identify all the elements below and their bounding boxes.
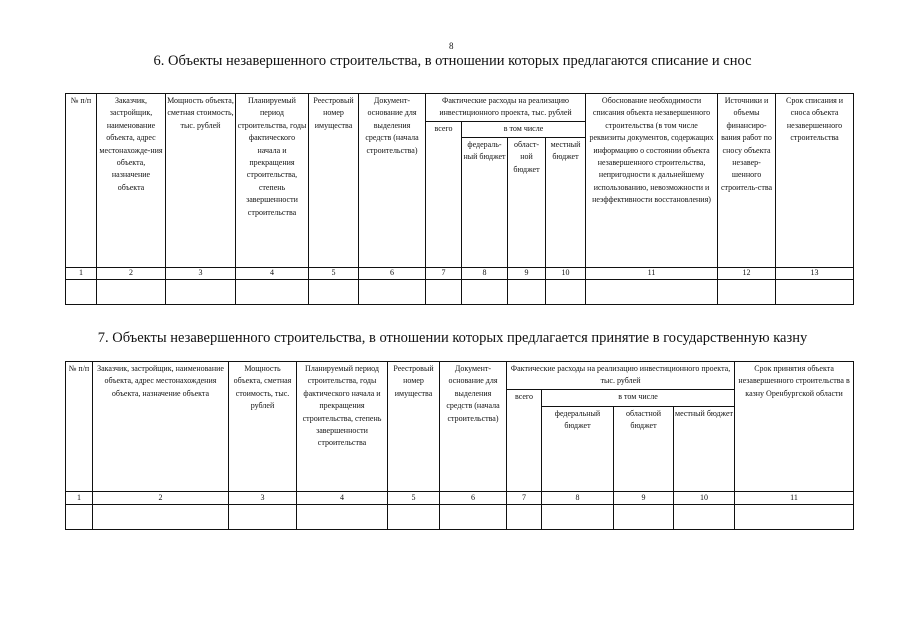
empty-cell <box>93 504 229 529</box>
header-capacity: Мощность объекта, сметная стоимость, тыс. рублей <box>166 94 236 268</box>
empty-cell <box>426 279 462 304</box>
header-no: № п/п <box>66 362 93 492</box>
column-number: 2 <box>97 267 166 279</box>
header-regional: областной бюджет <box>614 406 674 491</box>
column-number: 9 <box>614 491 674 504</box>
header-including: в том числе <box>462 121 586 137</box>
column-number: 11 <box>586 267 718 279</box>
empty-cell <box>735 504 854 529</box>
column-number: 4 <box>236 267 309 279</box>
header-deadline: Срок принятия объекта незавершенного строительства в казну Оренбургской области <box>735 362 854 492</box>
empty-cell <box>66 279 97 304</box>
column-number: 8 <box>542 491 614 504</box>
empty-cell <box>440 504 507 529</box>
table-row <box>66 279 854 304</box>
header-justification: Обоснование необходимости списания объекта незавершенного строительства (в том числе реквизиты документов, содержащих информацию о состоянии объекта незавершенного строительства, непригодности к дальнейшему использованию, невозможности и неэффективности восстановления) <box>586 94 718 268</box>
empty-cell <box>542 504 614 529</box>
empty-cell <box>507 504 542 529</box>
header-registry: Реестровый номер имущества <box>388 362 440 492</box>
header-document: Документ-основание для выделения средств (начала строительства) <box>440 362 507 492</box>
column-number: 9 <box>508 267 546 279</box>
column-number: 3 <box>166 267 236 279</box>
empty-cell <box>776 279 854 304</box>
column-number: 12 <box>718 267 776 279</box>
empty-cell <box>297 504 388 529</box>
header-registry: Реестровый номер имущества <box>309 94 359 268</box>
column-number: 3 <box>229 491 297 504</box>
empty-cell <box>586 279 718 304</box>
column-number: 5 <box>309 267 359 279</box>
column-number: 6 <box>359 267 426 279</box>
header-deadline: Срок списания и сноса объекта незавершенного строительства <box>776 94 854 268</box>
header-expenses: Фактические расходы на реализацию инвестиционного проекта, тыс. рублей <box>507 362 735 390</box>
empty-cell <box>546 279 586 304</box>
page-number: 8 <box>449 41 454 51</box>
column-number: 8 <box>462 267 508 279</box>
empty-cell <box>236 279 309 304</box>
empty-cell <box>229 504 297 529</box>
empty-cell <box>462 279 508 304</box>
header-total: всего <box>507 389 542 491</box>
column-number: 10 <box>674 491 735 504</box>
column-number: 13 <box>776 267 854 279</box>
header-regional: област-ной бюджет <box>508 137 546 267</box>
empty-cell <box>97 279 166 304</box>
header-customer: Заказчик, застройщик, наименование объекта, адрес местонахожде-ния объекта, назначение объекта <box>97 94 166 268</box>
section-6-table <box>65 93 854 305</box>
empty-cell <box>388 504 440 529</box>
section-7-title: 7. Объекты незавершенного строительства, в отношении которых предлагается принятие в государственную казну <box>97 330 808 346</box>
empty-cell <box>674 504 735 529</box>
header-sources: Источники и объемы финансиро-вания работ по сносу объекта незавер-шенного строитель-ства <box>718 94 776 268</box>
table-row <box>66 504 854 529</box>
header-local: местный бюджет <box>674 406 735 491</box>
column-number: 7 <box>426 267 462 279</box>
header-capacity: Мощность объекта, сметная стоимость, тыс. рублей <box>229 362 297 492</box>
column-number: 7 <box>507 491 542 504</box>
column-number: 5 <box>388 491 440 504</box>
empty-cell <box>309 279 359 304</box>
column-number: 11 <box>735 491 854 504</box>
column-number: 1 <box>66 267 97 279</box>
header-federal: федераль-ный бюджет <box>462 137 508 267</box>
header-document: Документ-основание для выделения средств (начала строительства) <box>359 94 426 268</box>
header-total: всего <box>426 121 462 267</box>
section-7-table <box>65 361 854 530</box>
column-number: 1 <box>66 491 93 504</box>
header-customer: Заказчик, застройщик, наименование объекта, адрес местонахождения объекта, назначение объекта <box>93 362 229 492</box>
header-federal: федеральный бюджет <box>542 406 614 491</box>
header-expenses: Фактические расходы на реализацию инвестиционного проекта, тыс. рублей <box>426 94 586 122</box>
empty-cell <box>508 279 546 304</box>
empty-cell <box>718 279 776 304</box>
column-number: 6 <box>440 491 507 504</box>
empty-cell <box>614 504 674 529</box>
header-planned: Планируемый период строительства, годы фактического начала и прекращения строительства, степень завершенности строительства <box>297 362 388 492</box>
header-including: в том числе <box>542 389 735 406</box>
column-number: 10 <box>546 267 586 279</box>
empty-cell <box>66 504 93 529</box>
empty-cell <box>166 279 236 304</box>
empty-cell <box>359 279 426 304</box>
column-number: 2 <box>93 491 229 504</box>
header-no: № п/п <box>66 94 97 268</box>
header-planned: Планируемый период строительства, годы фактического начала и прекращения строительства, степень завершенности строительства <box>236 94 309 268</box>
column-number: 4 <box>297 491 388 504</box>
section-6-title: 6. Объекты незавершенного строительства, в отношении которых предлагаются списание и снос <box>153 53 752 69</box>
header-local: местный бюджет <box>546 137 586 267</box>
